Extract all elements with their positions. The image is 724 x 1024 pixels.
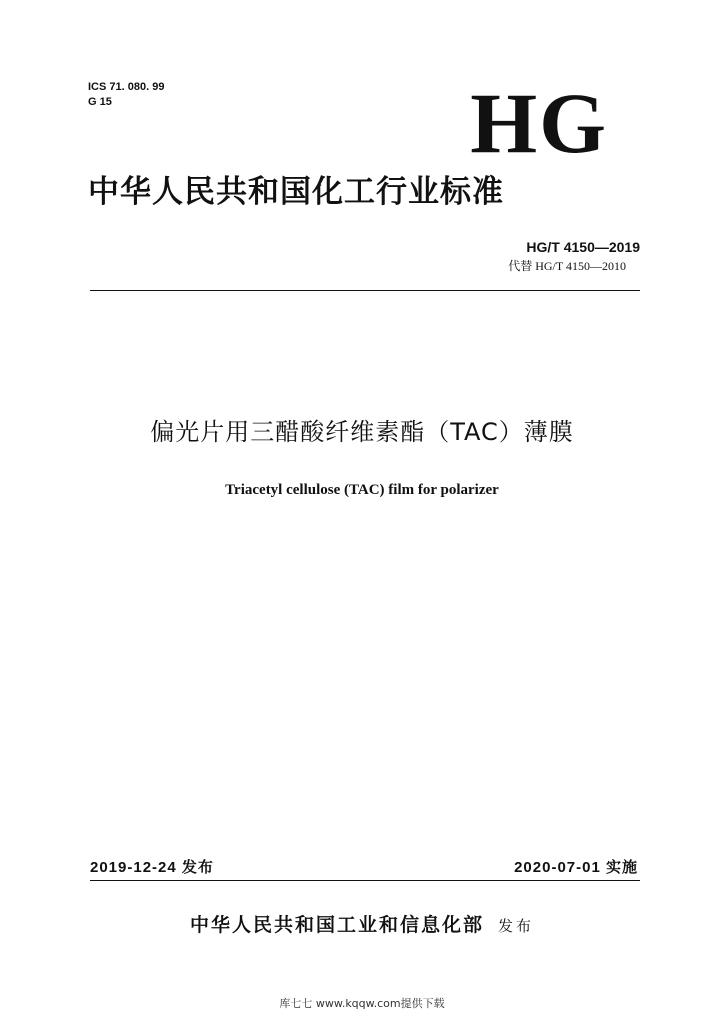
ccs-code: G 15	[88, 96, 112, 108]
footer-divider	[90, 880, 640, 881]
hg-logo: HG	[470, 75, 608, 171]
issue-date: 2019-12-24 发布	[90, 859, 214, 876]
header-divider	[90, 290, 640, 291]
issuer-name: 中华人民共和国工业和信息化部	[189, 914, 484, 936]
standard-category-title: 中华人民共和国化工行业标准	[88, 174, 504, 210]
download-source-footer: 库七七 www.kqqw.com提供下载	[279, 997, 445, 1010]
document-title-chinese: 偏光片用三醋酸纤维素酯（TAC）薄膜	[150, 418, 574, 446]
issuer-action: 发布	[498, 917, 535, 935]
replaces-standard: 代替 HG/T 4150—2010	[508, 259, 626, 273]
issuing-authority	[0, 912, 724, 939]
implementation-date: 2020-07-01 实施	[514, 859, 638, 876]
document-title-english: Triacetyl cellulose (TAC) film for polarizer	[225, 482, 499, 498]
classification-codes	[88, 80, 164, 110]
standard-number: HG/T 4150—2019	[526, 239, 640, 255]
ics-code: ICS 71. 080. 99	[88, 81, 165, 93]
